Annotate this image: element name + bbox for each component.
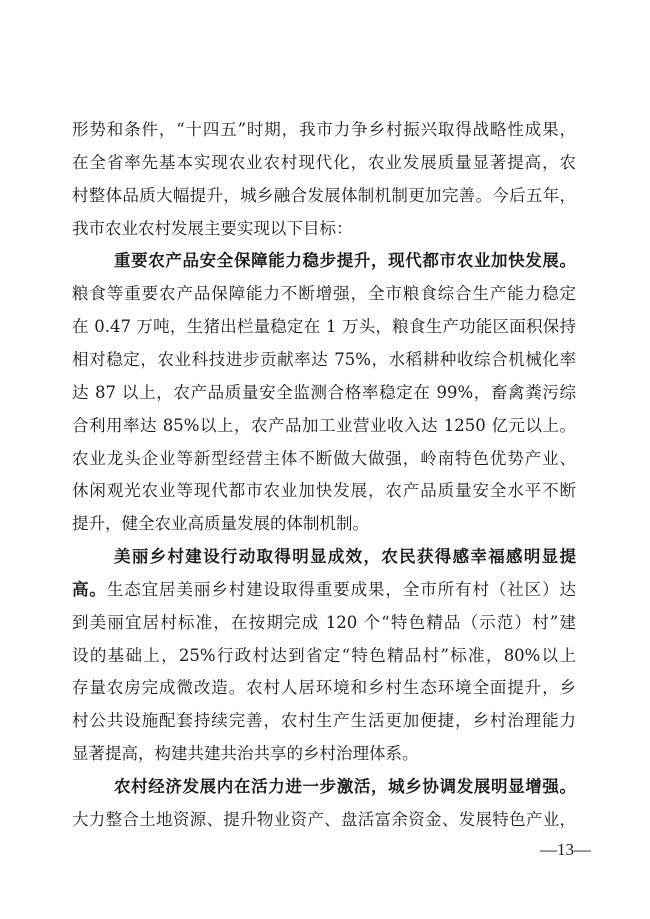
text-line (72, 676, 576, 700)
body-text: 生态宜居美丽乡村建设取得重要成果，全市所有村（社区）达 (106, 579, 577, 599)
bold-text: 重要农产品安全保障能力稳步提升，现代都市农业加快发展。 (114, 251, 576, 271)
text-line (72, 644, 576, 668)
paragraph-heading-line (114, 545, 576, 569)
text-line (72, 611, 576, 635)
paragraph-heading-line (114, 775, 576, 799)
body-text: 大力整合土地资源、提升物业资产、盘活富余资金、发展特色产业， (72, 809, 576, 829)
body-text: 在 0.47 万吨，生猪出栏量稳定在 1 万头，粮食生产功能区面积保持 (72, 317, 576, 337)
text-line (72, 479, 576, 503)
bold-text: 农村经济发展内在活力进一步激活，城乡协调发展明显增强。 (114, 777, 576, 796)
body-text: 存量农房完成微改造。农村人居环境和乡村生态环境全面提升，乡 (72, 678, 576, 698)
bold-text: 美丽乡村建设行动取得明显成效，农民获得感幸福感明显提 (114, 547, 576, 567)
body-text: 达 87 以上，农产品质量安全监测合格率稳定在 99%，畜禽粪污综 (72, 382, 576, 402)
body-text: 我市农业农村发展主要实现以下目标： (72, 218, 353, 238)
body-text: 设的基础上，25%行政村达到省定“特色精品村”标准，80%以上 (72, 645, 576, 665)
text-line (72, 512, 576, 536)
body-text: 粮食等重要农产品保障能力不断增强，全市粮食综合生产能力稳定 (72, 284, 576, 304)
text-line (72, 808, 576, 832)
bold-text: 高。 (72, 579, 107, 599)
body-text: 形势和条件，“十四五”时期，我市力争乡村振兴取得战略性成果， (72, 120, 576, 139)
text-line (72, 151, 576, 175)
text-line (72, 118, 576, 142)
body-text: 相对稳定，农业科技进步贡献率达 75%，水稻耕种收综合机械化率 (72, 349, 576, 369)
body-text: 休闲观光农业等现代都市农业加快发展，农产品质量安全水平不断 (72, 481, 576, 501)
text-line (72, 709, 576, 733)
body-text: 到美丽宜居村标准，在按期完成 120 个“特色精品（示范）村”建 (72, 612, 576, 632)
body-text: 村整体品质大幅提升，城乡融合发展体制机制更加完善。今后五年， (72, 185, 576, 205)
text-line (72, 381, 576, 405)
body-text: 农业龙头企业等新型经营主体不断做大做强，岭南特色优势产业、 (72, 448, 576, 468)
text-line (72, 315, 576, 339)
body-text: 村公共设施配套持续完善，农村生产生活更加便捷，乡村治理能力 (72, 711, 576, 731)
text-line (72, 184, 576, 208)
text-line (72, 578, 576, 602)
text-line (72, 348, 576, 372)
text-line (72, 217, 576, 241)
text-line (72, 742, 576, 766)
text-line (72, 447, 576, 471)
body-text: 在全省率先基本实现农业农村现代化，农业发展质量显著提高，农 (72, 152, 576, 172)
text-line (72, 282, 576, 306)
text-line (72, 414, 576, 438)
paragraph-heading-line (114, 249, 576, 273)
body-text: 显著提高，构建共建共治共享的乡村治理体系。 (72, 744, 419, 764)
body-text: 合利用率达 85%以上，农产品加工业营业收入达 1250 亿元以上。 (72, 415, 576, 435)
page-number: —13— (540, 840, 591, 859)
body-text: 提升，健全农业高质量发展的体制机制。 (72, 514, 369, 534)
